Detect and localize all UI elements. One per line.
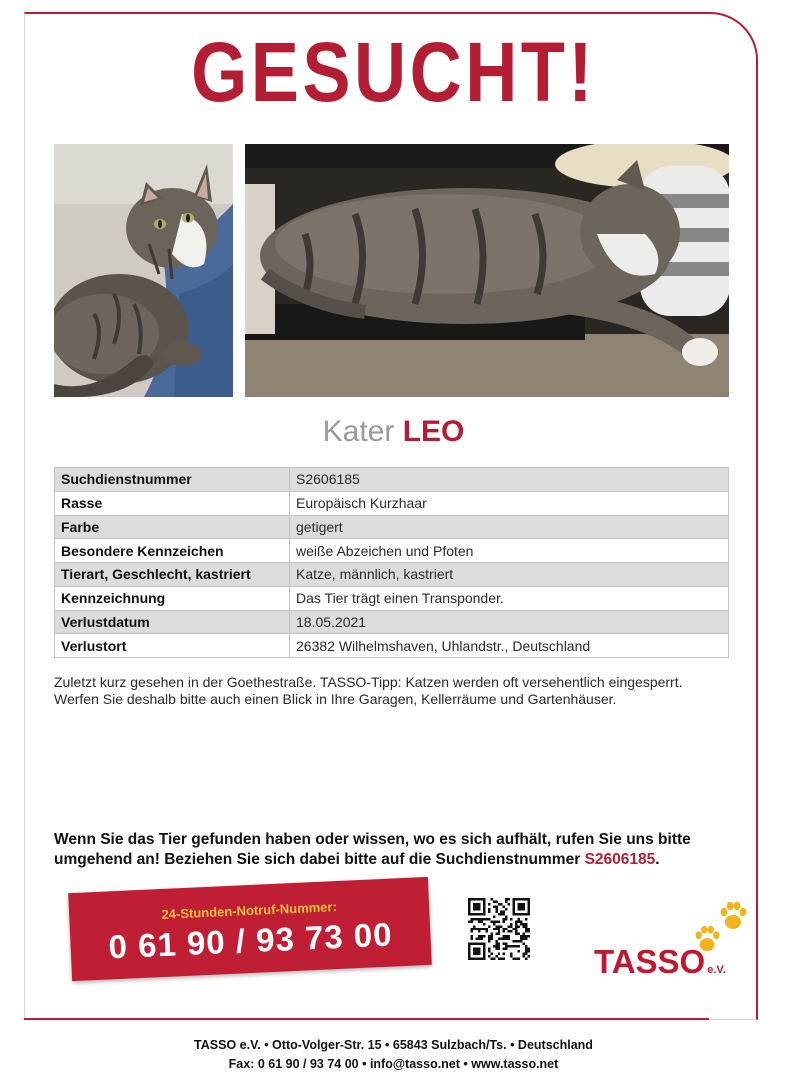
table-row <box>55 491 729 515</box>
hotline-box <box>68 877 432 981</box>
sighting-note <box>54 674 744 708</box>
detail-value: getigert <box>290 515 729 539</box>
hotline-number[interactable]: 0 61 90 / 93 73 00 <box>107 915 394 966</box>
detail-label: Kennzeichnung <box>55 586 290 610</box>
contact-appeal <box>54 830 754 870</box>
table-row <box>55 468 729 492</box>
qr-code-icon[interactable] <box>468 898 530 960</box>
appeal-reference: S2606185 <box>584 851 656 868</box>
detail-label: Besondere Kennzeichen <box>55 539 290 563</box>
table-row <box>55 610 729 634</box>
animal-title <box>0 414 787 450</box>
paw-icon <box>719 900 747 932</box>
poster-headline: GESUCHT! <box>191 25 596 119</box>
details-table <box>54 467 729 658</box>
detail-value: S2606185 <box>290 468 729 492</box>
tasso-logo <box>594 944 726 980</box>
note-line-1: Zuletzt kurz gesehen in der Goethestraße. TASSO-Tipp: Katzen werden oft versehentlich eingesperrt. <box>54 674 683 690</box>
detail-label: Rasse <box>55 491 290 515</box>
table-row <box>55 515 729 539</box>
appeal-end: . <box>655 851 660 868</box>
detail-value: Katze, männlich, kastriert <box>290 563 729 587</box>
note-line-2: Werfen Sie deshalb bitte auch einen Blick in Ihre Garagen, Kellerräume und Gartenhäuser. <box>54 691 617 707</box>
detail-value: Das Tier trägt einen Transponder. <box>290 586 729 610</box>
footer-contact: Fax: 0 61 90 / 93 74 00 • info@tasso.net • www.tasso.net <box>228 1057 559 1071</box>
footer-address: TASSO e.V. • Otto-Volger-Str. 15 • 65843 Sulzbach/Ts. • Deutschland <box>194 1038 593 1052</box>
brand-suffix: e.V. <box>707 964 726 976</box>
detail-value: Europäisch Kurzhaar <box>290 491 729 515</box>
detail-label: Suchdienstnummer <box>55 468 290 492</box>
detail-label: Verlustort <box>55 634 290 658</box>
hotline-label: 24-Stunden-Notruf-Nummer: <box>161 899 338 922</box>
brand-name: TASSO <box>594 943 706 980</box>
detail-label: Verlustdatum <box>55 610 290 634</box>
animal-kind: Kater <box>322 415 395 448</box>
frame-accent-line <box>24 1018 709 1020</box>
table-row <box>55 563 729 587</box>
detail-label: Tierart, Geschlecht, kastriert <box>55 563 290 587</box>
table-row <box>55 586 729 610</box>
appeal-text: Wenn Sie das Tier gefunden haben oder wissen, wo es sich aufhält, rufen Sie uns bitte umgehend an! Beziehen Sie sich dabei bitte auf die Suchdienstnummer <box>54 831 691 868</box>
detail-value: 18.05.2021 <box>290 610 729 634</box>
detail-value: 26382 Wilhelmshaven, Uhlandstr., Deutschland <box>290 634 729 658</box>
detail-label: Farbe <box>55 515 290 539</box>
table-row <box>55 634 729 658</box>
cat-photo-lying <box>245 144 729 397</box>
table-row <box>55 539 729 563</box>
detail-value: weiße Abzeichen und Pfoten <box>290 539 729 563</box>
animal-name: LEO <box>402 415 465 448</box>
cat-photo-portrait <box>54 144 233 397</box>
